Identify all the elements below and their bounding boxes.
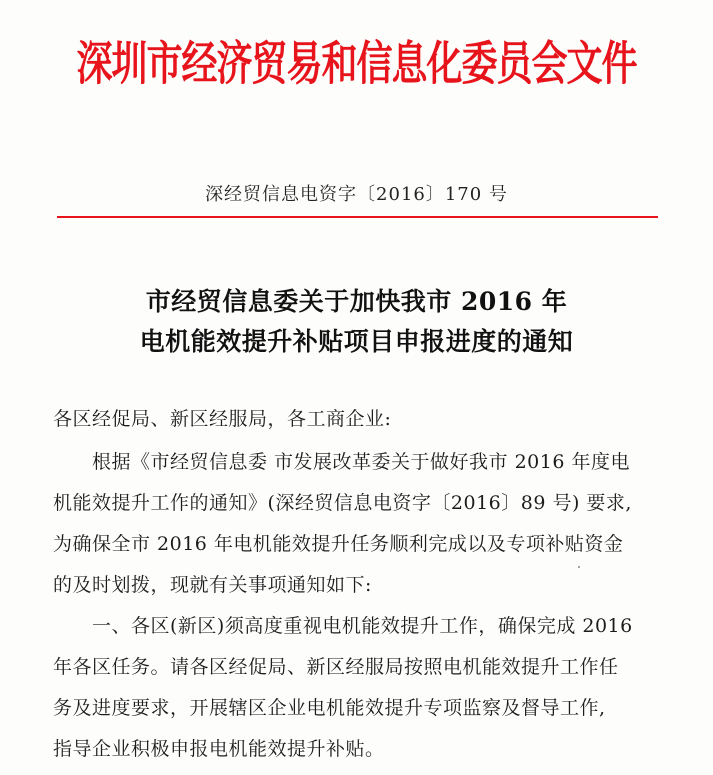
body-line: 年各区任务。请各区经促局、新区经服局按照电机能效提升工作任 bbox=[53, 656, 619, 678]
document-number: 深经贸信息电资字〔2016〕170 号 bbox=[205, 184, 508, 205]
salutation-line: 各区经促局、新区经服局，各工商企业: bbox=[53, 408, 392, 430]
body-line: 指导企业积极申报电机能效提升补贴。 bbox=[53, 738, 385, 760]
body-line: 一、各区(新区)须高度重视电机能效提升工作，确保完成 2016 bbox=[53, 615, 633, 637]
body-line: 的及时划拨，现就有关事项通知如下: bbox=[53, 574, 372, 596]
notice-title-line-2: 电机能效提升补贴项目申报进度的通知 bbox=[139, 327, 574, 356]
org-header-title: 深圳市经济贸易和信息化委员会文件 bbox=[76, 37, 637, 91]
red-divider-line bbox=[57, 216, 658, 218]
body-line: 务及进度要求，开展辖区企业电机能效提升专项监察及督导工作, bbox=[53, 697, 606, 719]
scan-speck bbox=[578, 566, 580, 568]
body-line: 根据《市经贸信息委 市发展改革委关于做好我市 2016 年度电 bbox=[53, 451, 630, 473]
notice-title-line-1: 市经贸信息委关于加快我市 2016 年 bbox=[145, 287, 568, 316]
body-line: 为确保全市 2016 年电机能效提升任务顺利完成以及专项补贴资金 bbox=[53, 533, 624, 555]
body-line: 机能效提升工作的通知》(深经贸信息电资字〔2016〕89 号) 要求, bbox=[53, 492, 632, 514]
